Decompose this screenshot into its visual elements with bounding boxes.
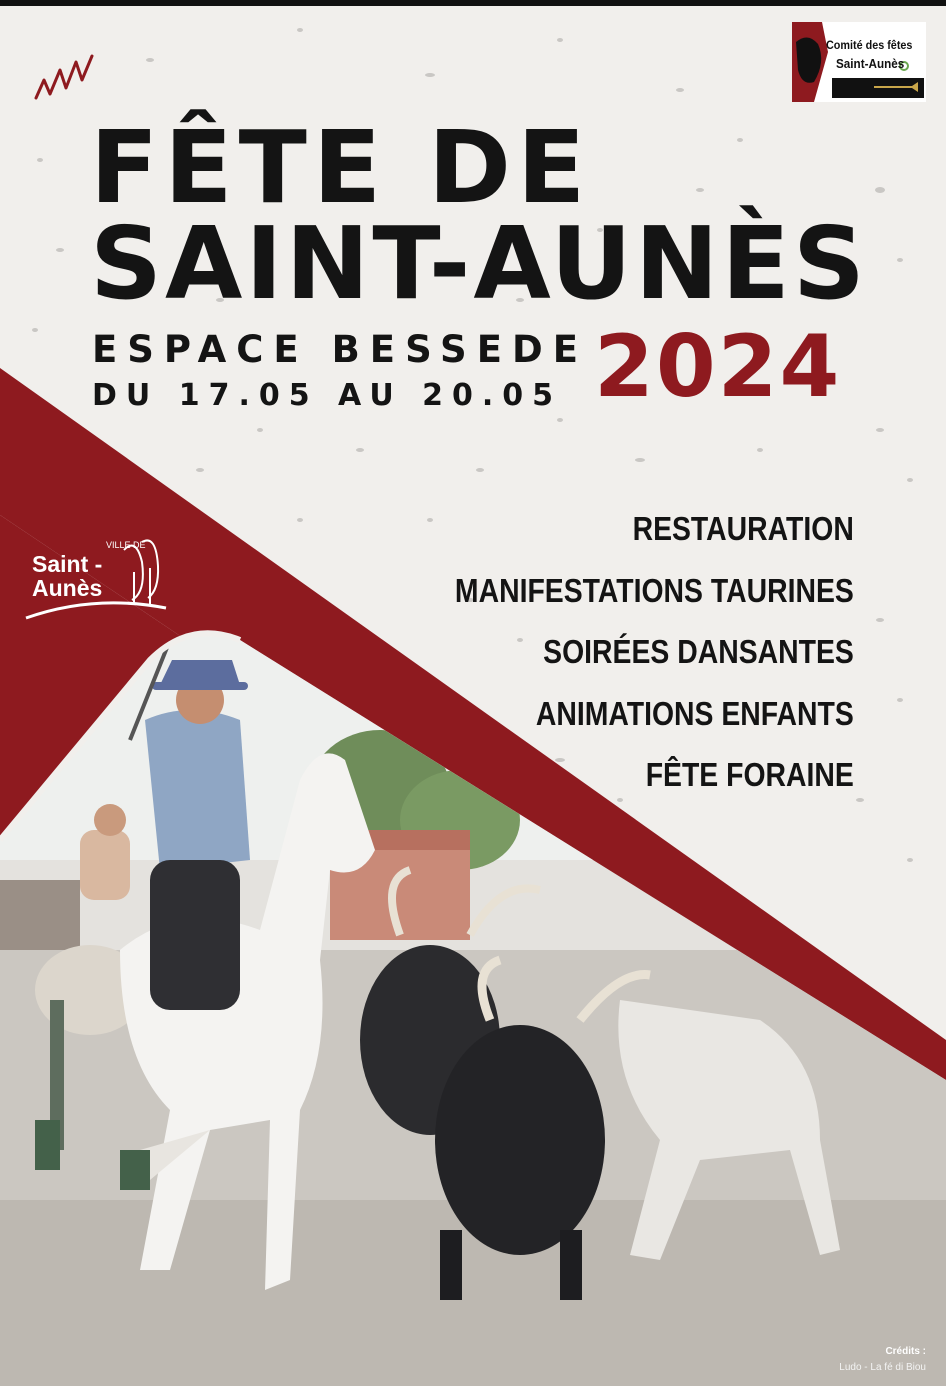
activities-list (390, 498, 854, 806)
title-line-1: FÊTE DE (90, 109, 592, 226)
event-year: 2024 (594, 317, 842, 417)
comite-line-1: Comité des fêtes (826, 38, 913, 52)
activity-item: RESTAURATION (632, 510, 854, 547)
activity-item: ANIMATIONS ENFANTS (536, 694, 854, 732)
comite-line-2: Saint-Aunès (836, 56, 905, 71)
venue-name: ESPACE BESSEDE (92, 328, 588, 371)
ville-prefix: VILLE DE (106, 540, 146, 550)
credits-text: Ludo - La fé di Biou (839, 1362, 926, 1373)
activity-item: FÊTE FORAINE (645, 756, 854, 793)
ville-saint-aunes-logo (24, 532, 174, 627)
ville-name-line-2: Aunès (32, 575, 103, 601)
activity-item: SOIRÉES DANSANTES (543, 633, 854, 670)
comite-des-fetes-logo (792, 22, 926, 102)
event-dates: DU 17.05 AU 20.05 (92, 378, 563, 413)
ville-name-line-1: Saint - (32, 551, 103, 577)
title-line-2: SAINT-AUNÈS (90, 205, 868, 322)
activity-item: MANIFESTATIONS TAURINES (455, 571, 854, 609)
credits-title: Crédits : (885, 1346, 926, 1357)
